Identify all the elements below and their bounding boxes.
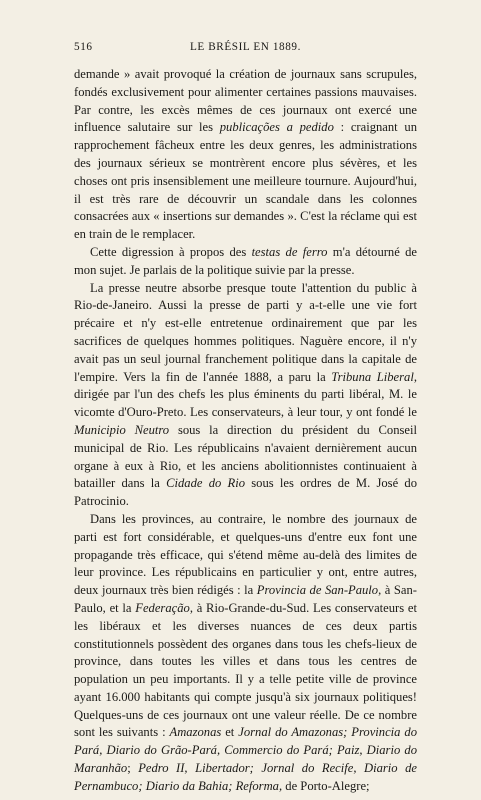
- paragraph-4: [74, 511, 417, 796]
- paragraph-1: [74, 66, 417, 244]
- italic-title: Pedro II, Libertador; Jornal do Recife, Diario de Pernambuco; Diario da Bahia; Reforma,: [74, 761, 417, 793]
- running-header: [74, 41, 417, 57]
- text-run: sous les ordres de M. José do Patrocinio.: [74, 476, 417, 509]
- italic-title: Tribuna Liberal: [331, 369, 414, 384]
- text-run: , à San-Paulo, et la: [74, 583, 417, 615]
- text-run: et: [221, 725, 239, 740]
- italic-title: publicações a pedido: [219, 120, 334, 135]
- italic-title: Cidade do Rio: [166, 476, 246, 491]
- text-body: [74, 66, 417, 796]
- italic-title: Jornal do Amazonas; Provincia do Pará, Diario do Grão-Pará, Commercio do Pará; Paiz, Diario do Maranhão: [74, 725, 417, 776]
- text-run: ;: [127, 761, 139, 776]
- italic-title: testas de ferro: [251, 244, 328, 259]
- italic-title: Provincia de San-Paulo: [256, 583, 379, 598]
- text-run: Cette digression à propos des: [90, 244, 252, 259]
- text-run: Dans les provinces, au contraire, le nombre des journaux de parti est fort considérable, et quelques-uns d'entre eux font une propagande très efficace, qui s'étend même au-delà des limites de leur province. Les républicains en particulier y ont, entre autres, deux journaux très bien rédigés : la: [74, 511, 417, 598]
- italic-title: Federação: [135, 600, 190, 615]
- text-run: La presse neutre absorbe presque toute l'attention du public à Rio-de-Janeiro. Aussi la presse de parti y a-t-elle une vie fort précaire et n'y est-elle entretenue ordinairement que par les sacrifices de quelques hommes politiques. Naguère encore, il n'y avait pas un seul journal franchement politique dans la capitale de l'empire. Vers la fin de l'année 1888, a paru la: [74, 280, 417, 384]
- italic-title: Amazonas: [169, 725, 222, 740]
- paragraph-3: [74, 280, 417, 511]
- text-run: demande » avait provoqué la création de journaux sans scrupules, fondés exclusivement pour alimenter certaines passions mauvaises. Par contre, les excès mêmes de ces journaux ont exercé une influence salutaire sur les: [74, 67, 417, 135]
- page-number: 516: [74, 41, 93, 53]
- text-run: sous la direction du président du Conseil municipal de Rio. Les républicains n'avaient dernièrement aucun organe à eux à Rio, et les anciens abolitionnistes continuaient à batailler dans la: [74, 422, 417, 491]
- text-run: : craignant un rapprochement fâcheux entre les deux genres, les administrations des journaux sérieux se montrèrent encore plus sévères, et les choses ont pris insensiblement une meilleure tournure. Aujourd'hui, il est très rare de découvrir un scandale dans les colonnes consacrées aux « insertions sur demandes ». C'est la réclame qui est en train de le remplacer.: [74, 120, 417, 242]
- text-run: , à Rio-Grande-du-Sud. Les conservateurs et les libéraux et les diverses nuances de ces deux partis constitutionnels possèdent des organes dans tous les chefs-lieux de province, dans toutes les villes et dans tous les centres de population un peu importants. Il y a telle petite ville de province ayant 16.000 habitants qui compte jusqu'à six journaux politiques! Quelques-uns de ces journaux ont une valeur réelle. De ce nombre sont les suivants :: [74, 600, 417, 740]
- text-run: , dirigée par l'un des chefs les plus éminents du parti libéral, M. le vicomte d'Ouro-Preto. Les conservateurs, à leur tour, y ont fondé le: [74, 369, 417, 420]
- text-run: de Porto-Alegre;: [282, 778, 370, 793]
- running-title: LE BRÉSIL EN 1889.: [189, 41, 302, 53]
- paragraph-2: [74, 244, 417, 280]
- italic-title: Municipio Neutro: [74, 422, 170, 437]
- text-run: m'a détourné de mon sujet. Je parlais de la politique suivie par la presse.: [74, 244, 418, 277]
